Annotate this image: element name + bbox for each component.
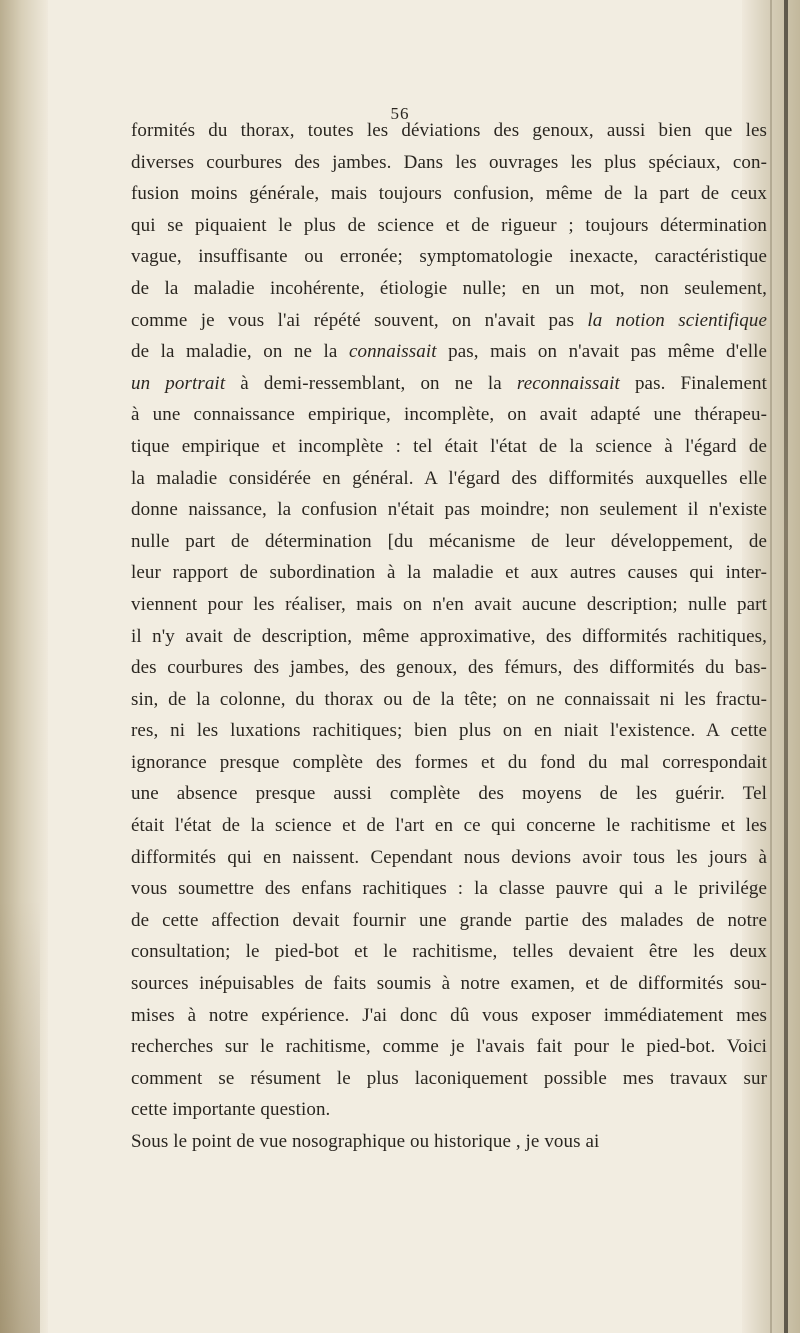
text-line bbox=[131, 115, 767, 147]
italic-text: un portrait bbox=[131, 372, 226, 394]
text-segment: tique empirique et incomplète : tel était l'état de la science à l'égard de bbox=[131, 435, 767, 457]
text-segment: sin, de la colonne, du thorax ou de la tête; on ne connaissait ni les fractu- bbox=[131, 688, 767, 710]
text-line bbox=[131, 431, 767, 463]
text-segment: à une connaissance empirique, incomplète, on avait adapté une thérapeu- bbox=[131, 404, 767, 426]
italic-text: connaissait bbox=[348, 341, 437, 363]
text-segment: la maladie considérée en général. A l'égard des difformités auxquelles elle bbox=[131, 467, 767, 489]
page-edge-stripe bbox=[784, 0, 788, 1333]
text-line bbox=[131, 273, 767, 305]
text-segment: une absence presque aussi complète des moyens de les guérir. Tel bbox=[131, 783, 767, 805]
text-segment: Sous le point de vue nosographique ou historique , je vous ai bbox=[131, 1131, 600, 1152]
text-line bbox=[131, 336, 767, 368]
text-segment: pas. Finalement bbox=[619, 372, 767, 394]
text-line bbox=[131, 873, 767, 905]
text-line bbox=[131, 936, 767, 968]
text-segment: cette importante question. bbox=[131, 1099, 331, 1121]
text-segment: comme je vous l'ai répété souvent, on n'avait pas bbox=[131, 309, 588, 331]
text-segment: sources inépuisables de faits soumis à notre examen, et de difformités sou- bbox=[131, 973, 767, 995]
text-line bbox=[131, 842, 767, 874]
text-segment: consultation; le pied-bot et le rachitisme, telles devaient être les deux bbox=[131, 941, 767, 963]
text-segment: des courbures des jambes, des genoux, des fémurs, des difformités du bas- bbox=[131, 657, 767, 679]
text-line bbox=[131, 241, 767, 273]
text-segment: difformités qui en naissent. Cependant nous devions avoir tous les jours à bbox=[131, 846, 767, 868]
text-segment: qui se piquaient le plus de science et de rigueur ; toujours détermination bbox=[131, 214, 767, 236]
text-segment: formités du thorax, toutes les déviations des genoux, aussi bien que les bbox=[131, 120, 767, 141]
text-line bbox=[131, 557, 767, 589]
text-line bbox=[131, 810, 767, 842]
text-line bbox=[131, 178, 767, 210]
text-line bbox=[131, 368, 767, 400]
text-line bbox=[131, 778, 767, 810]
text-segment: ignorance presque complète des formes et du fond du mal correspondait bbox=[131, 751, 767, 773]
text-segment: il n'y avait de description, même approximative, des difformités rachitiques, bbox=[131, 625, 767, 647]
text-segment: nulle part de détermination [du mécanisme de leur développement, de bbox=[131, 530, 767, 552]
text-line bbox=[131, 684, 767, 716]
text-line bbox=[131, 1000, 767, 1032]
text-line bbox=[131, 715, 767, 747]
italic-text: reconnaissait bbox=[516, 372, 620, 394]
text-segment: recherches sur le rachitisme, comme je l'avais fait pour le pied-bot. Voici bbox=[131, 1036, 767, 1058]
text-segment: vague, insuffisante ou erronée; symptomatologie inexacte, caractéristique bbox=[131, 246, 767, 268]
text-segment: mises à notre expérience. J'ai donc dû vous exposer immédiatement mes bbox=[131, 1004, 767, 1026]
text-line bbox=[131, 210, 767, 242]
text-line bbox=[131, 621, 767, 653]
text-segment: pas, mais on n'avait pas même d'elle bbox=[436, 341, 767, 363]
text-segment: fusion moins générale, mais toujours confusion, même de la part de ceux bbox=[131, 183, 767, 205]
text-line bbox=[131, 1063, 767, 1095]
binding-stain bbox=[0, 900, 40, 1333]
text-line bbox=[131, 147, 767, 179]
text-line bbox=[131, 305, 767, 337]
text-segment: res, ni les luxations rachitiques; bien plus on en niait l'existence. A cette bbox=[131, 720, 767, 742]
text-segment: donne naissance, la confusion n'était pas moindre; non seulement il n'existe bbox=[131, 499, 767, 521]
text-segment: viennent pour les réaliser, mais on n'en avait aucune description; nulle part bbox=[131, 593, 767, 615]
text-segment: diverses courbures des jambes. Dans les ouvrages les plus spéciaux, con- bbox=[131, 151, 767, 173]
text-line bbox=[131, 399, 767, 431]
text-line bbox=[131, 1094, 767, 1126]
text-segment: leur rapport de subordination à la maladie et aux autres causes qui inter- bbox=[131, 562, 767, 584]
text-segment: de la maladie, on ne la bbox=[131, 341, 349, 363]
text-line bbox=[131, 589, 767, 621]
text-line bbox=[131, 526, 767, 558]
text-line bbox=[131, 905, 767, 937]
body-text bbox=[131, 115, 767, 1158]
text-line bbox=[131, 494, 767, 526]
text-line bbox=[131, 1126, 767, 1158]
text-segment: de cette affection devait fournir une grande partie des malades de notre bbox=[131, 909, 767, 931]
text-line bbox=[131, 1031, 767, 1063]
text-line bbox=[131, 968, 767, 1000]
text-segment: comment se résument le plus laconiquement possible mes travaux sur bbox=[131, 1067, 767, 1089]
page-number: 56 bbox=[390, 104, 410, 123]
text-line bbox=[131, 652, 767, 684]
text-line bbox=[131, 463, 767, 495]
text-segment: de la maladie incohérente, étiologie nulle; en un mot, non seulement, bbox=[131, 277, 767, 299]
page-edge-stripe-inner bbox=[770, 0, 772, 1333]
text-segment: vous soumettre des enfans rachitiques : la classe pauvre qui a le privilége bbox=[131, 878, 767, 900]
text-line bbox=[131, 747, 767, 779]
italic-text: la notion scientifique bbox=[587, 309, 767, 331]
text-segment: à demi-ressemblant, on ne la bbox=[225, 372, 517, 394]
text-segment: était l'état de la science et de l'art en ce qui concerne le rachitisme et les bbox=[131, 815, 767, 837]
